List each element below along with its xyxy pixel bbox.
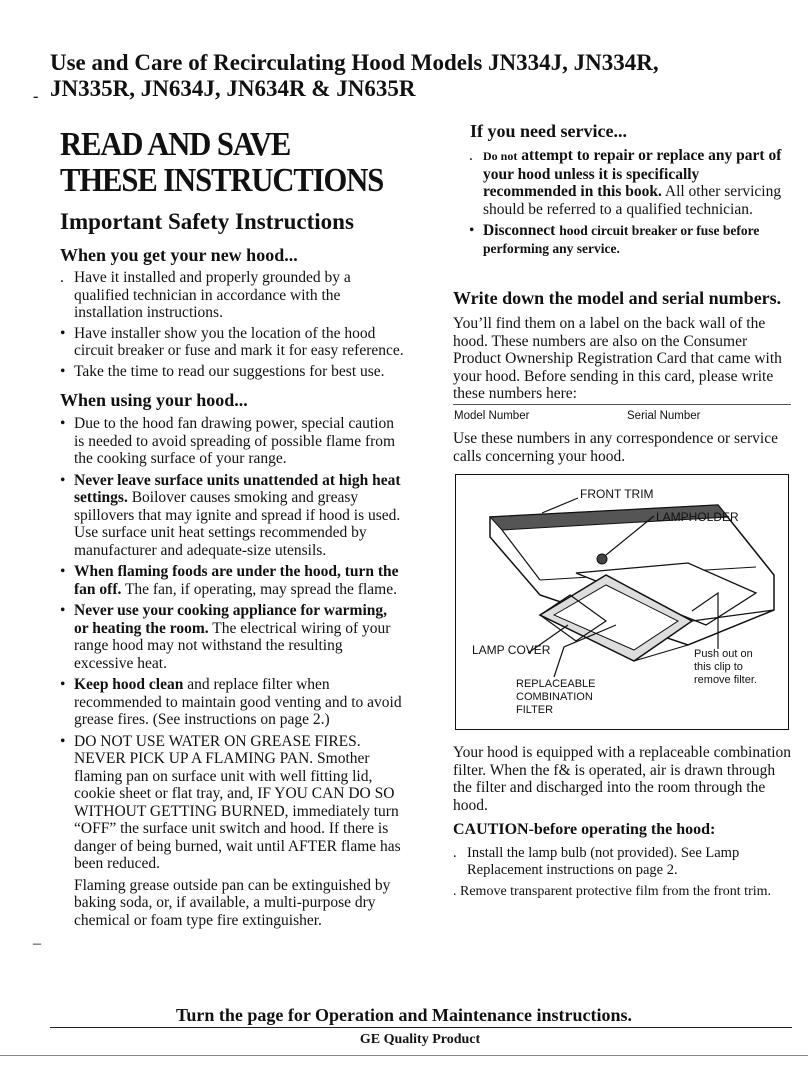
using-hood-bullet-text: Boilover causes smoking and greasy spillovers that may ignite and spread if hood is used. Use surface unit heat settings recommended by manufacturer and adequate-size utensils. (74, 489, 401, 559)
caution-heading: CAUTION-before operating the hood: (453, 821, 716, 838)
new-hood-bullet (60, 363, 405, 381)
using-hood-bullet (60, 676, 405, 729)
using-hood-bullet-bold: Never use your cooking appliance for warming, or heating the room. (74, 602, 388, 637)
hood-diagram (455, 474, 789, 730)
serial-number-label: Serial Number (627, 410, 701, 422)
model-serial-rule (453, 404, 791, 405)
bullet-marker: • (60, 362, 66, 380)
bullet-marker: • (60, 415, 66, 432)
bullet-marker: • (60, 563, 66, 580)
filter-label-line-1: REPLACEABLE (516, 678, 596, 690)
service-do-not: Do not (483, 149, 518, 163)
using-hood-bullet (60, 472, 405, 560)
read-save-heading-line-1: READ AND SAVE (60, 126, 291, 163)
using-hood-bullet-bold: Never leave surface units unattended at high heat settings. (74, 471, 401, 506)
filter-paragraph: Your hood is equipped with a replaceable combination filter. When the f& is operated, air is drawn through the filter and discharged into the room through the hood. (453, 744, 792, 814)
read-save-heading-line-2: THESE INSTRUCTIONS (60, 162, 384, 199)
using-hood-heading: When using your hood... (60, 390, 248, 410)
margin-dash-top: - (33, 88, 39, 105)
service-bullet-2: • Disconnect hood circuit breaker or fuse before performing any service. (469, 222, 760, 256)
using-hood-bullet (60, 415, 405, 468)
new-hood-heading: When you get your new hood... (60, 245, 298, 265)
bullet-marker: • (60, 732, 66, 750)
using-hood-list (60, 415, 405, 873)
new-hood-bullet (60, 269, 405, 322)
using-hood-bullet (60, 563, 405, 598)
using-hood-bullet (60, 602, 405, 672)
bullet-marker: . (60, 269, 64, 286)
document-title-line-2: JN335R, JN634J, JN634R & JN635R (50, 76, 416, 101)
using-hood-bullet-text: DO NOT USE WATER ON GREASE FIRES. NEVER PICK UP A FLAMING PAN. Smother flaming pan on surface unit with well fitting lid, cookie sheet or flat tray, and, IF YOU CAN DO SO WITHOUT GETTING BURNED, immediately turn “OFF” the surface unit switch and hood. If there is danger of being burned, wait until AFTER flame has been reduced. (74, 732, 401, 872)
bullet-marker: • (60, 471, 66, 489)
bullet-marker: • (60, 324, 66, 342)
safety-heading: Important Safety Instructions (60, 209, 354, 234)
front-trim-label: FRONT TRIM (580, 487, 654, 501)
footer-rule (50, 1027, 792, 1028)
filter-label-line-2: COMBINATION (516, 691, 593, 703)
using-hood-bullet-bold: Keep hood clean (74, 676, 184, 693)
left-column (60, 128, 405, 929)
margin-dash-bottom: – (33, 935, 41, 952)
grease-paragraph: Flaming grease outside pan can be extinguished by baking soda, or, if available, a multi-purpose dry chemical or foam type fire extinguisher. (74, 876, 391, 929)
write-down-heading: Write down the model and serial numbers. (453, 288, 782, 308)
new-hood-bullet-text: Have installer show you the location of the hood circuit breaker or fuse and mark it for easy reference. (74, 324, 404, 359)
service-disconnect: Disconnect (483, 222, 556, 239)
service-bullet-1-bold: attempt to repair or replace any part of your hood unless it is specifically recommended in this book. (483, 147, 782, 200)
filter-label (516, 678, 595, 717)
using-hood-bullet-text: and replace filter when recommended to maintain good venting and to avoid grease fires. (See instructions on page 2.) (74, 676, 402, 728)
document-title-line-1: Use and Care of Recirculating Hood Models JN334J, JN334R, (50, 50, 659, 75)
push-clip-line-2: this clip to (694, 661, 743, 673)
use-numbers-paragraph: Use these numbers in any correspondence or service calls concerning your hood. (453, 430, 778, 465)
service-bullet-2-text: hood circuit breaker or fuse before performing any service. (483, 223, 760, 256)
turn-page-text: Turn the page for Operation and Maintenance instructions. (175, 1005, 633, 1025)
bullet-marker: • (60, 676, 66, 693)
page-bottom-rule (0, 1055, 808, 1056)
lampholder-label: LAMPHOLDER (656, 510, 739, 524)
new-hood-bullet (60, 325, 405, 360)
using-hood-bullet (60, 733, 405, 873)
new-hood-bullet-text: Take the time to read our suggestions for best use. (74, 362, 385, 380)
service-bullet-1: . Do not attempt to repair or replace any part of your hood unless it is specifically recommended in this book. All other servicing should be referred to a qualified technician. (469, 147, 782, 218)
write-down-paragraph: You’ll find them on a label on the back wall of the hood. These numbers are also on the Consumer Product Ownership Registration Card that came with your hood. Before sending in this card, please write these numbers here: (453, 315, 782, 402)
new-hood-bullet-text: Have it installed and properly grounded by a qualified technician in accordance with the installation instructions. (74, 269, 351, 321)
right-column-lower (453, 744, 793, 900)
service-bullet-1-text: All other servicing should be referred to a qualified technician. (483, 183, 782, 218)
right-column (453, 120, 793, 403)
lamp-cover-label: LAMP COVER (472, 643, 551, 657)
caution-bullet-2-text: Remove transparent protective film from the front trim. (460, 884, 772, 899)
caution-bullet-2: . Remove transparent protective film from the front trim. (453, 884, 772, 899)
using-hood-bullet-bold: When flaming foods are under the hood, turn the fan off. (74, 563, 399, 598)
push-clip-line-3: remove filter. (694, 674, 757, 686)
using-hood-bullet-text: The fan, if operating, may spread the flame. (121, 580, 397, 598)
model-number-label: Model Number (454, 410, 530, 422)
push-clip-label (694, 648, 757, 687)
filter-label-line-3: FILTER (516, 704, 554, 716)
new-hood-list (60, 269, 405, 380)
using-hood-bullet-text: Due to the hood fan drawing power, special caution is needed to avoid spreading of possible flame from the cooking surface of your range. (74, 415, 396, 467)
push-clip-line-1: Push out on (694, 648, 753, 660)
using-hood-bullet-text: The electrical wiring of your range hood may not withstand the resulting excessive heat. (74, 619, 391, 672)
ge-quality-text: GE Quality Product (359, 1032, 481, 1047)
bullet-marker: • (60, 602, 66, 619)
caution-bullet-1: . Install the lamp bulb (not provided). See Lamp Replacement instructions on page 2. (453, 845, 740, 878)
service-heading: If you need service... (470, 121, 627, 141)
caution-bullet-1-text: Install the lamp bulb (not provided). See Lamp Replacement instructions on page 2. (467, 845, 740, 878)
